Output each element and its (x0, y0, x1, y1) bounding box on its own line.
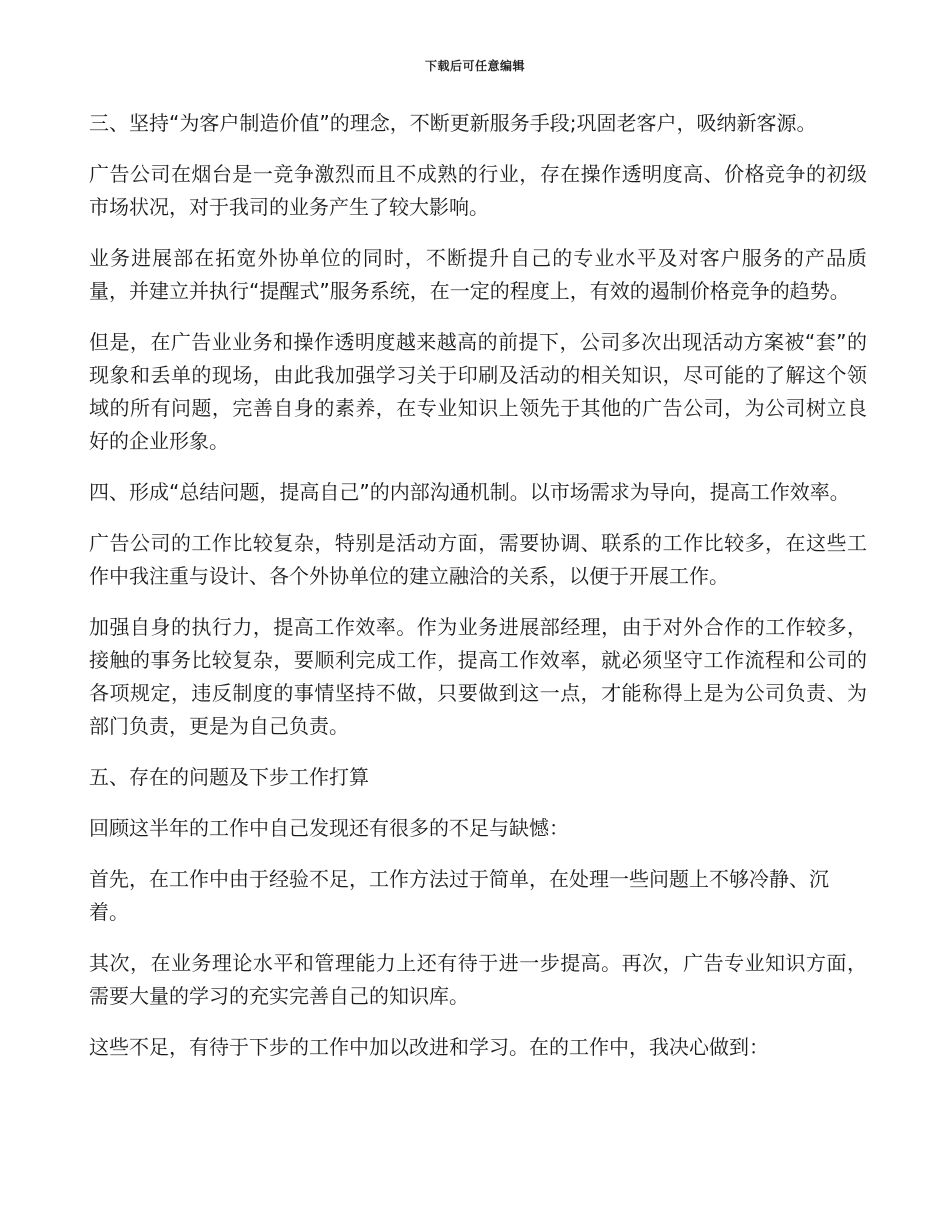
paragraph-7: 加强自身的执行力，提高工作效率。作为业务进展部经理，由于对外合作的工作较多，接触的事务比较复杂，要顺利完成工作，提高工作效率，就必须坚守工作流程和公司的各项规定，违反制度的事情坚持不做，只要做到这一点，才能称得上是为公司负责、为部门负责，更是为自己负责。 (89, 615, 867, 738)
section-heading-5: 五、存在的问题及下步工作打算 (89, 765, 369, 789)
paragraph-12: 这些不足，有待于下步的工作中加以改进和学习。在的工作中，我决心做到： (89, 1035, 769, 1059)
paragraph-2: 广告公司在烟台是一竞争激烈而且不成熟的行业，存在操作透明度高、价格竞争的初级市场状况，对于我司的业务产生了较大影响。 (89, 162, 867, 219)
document-body (89, 107, 867, 1082)
paragraph-10: 首先，在工作中由于经验不足，工作方法过于简单，在处理一些问题上不够冷静、沉着。 (89, 867, 829, 924)
paragraph-3: 业务进展部在拓宽外协单位的同时，不断提升自己的专业水平及对客户服务的产品质量，并建立并执行“提醒式”服务系统，在一定的程度上，有效的遏制价格竞争的趋势。 (89, 246, 867, 303)
paragraph-9: 回顾这半年的工作中自己发现还有很多的不足与缺憾： (89, 816, 569, 840)
paragraph-5: 四、形成“总结问题，提高自己”的内部沟通机制。以市场需求为导向，提高工作效率。 (89, 480, 850, 504)
paragraph-11: 其次，在业务理论水平和管理能力上还有待于进一步提高。再次，广告专业知识方面，需要大量的学习的充实完善自己的知识库。 (89, 951, 867, 1008)
page-header: 下载后可任意编辑 (424, 59, 525, 73)
paragraph-6: 广告公司的工作比较复杂，特别是活动方面，需要协调、联系的工作比较多，在这些工作中我注重与设计、各个外协单位的建立融洽的关系，以便于开展工作。 (89, 531, 867, 588)
paragraph-1: 三、坚持“为客户制造价值”的理念，不断更新服务手段;巩固老客户，吸纳新客源。 (89, 111, 817, 135)
paragraph-4: 但是，在广告业业务和操作透明度越来越高的前提下，公司多次出现活动方案被“套”的现象和丢单的现场，由此我加强学习关于印刷及活动的相关知识，尽可能的了解这个领域的所有问题，完善自身的素养，在专业知识上领先于其他的广告公司，为公司树立良好的企业形象。 (89, 330, 867, 453)
